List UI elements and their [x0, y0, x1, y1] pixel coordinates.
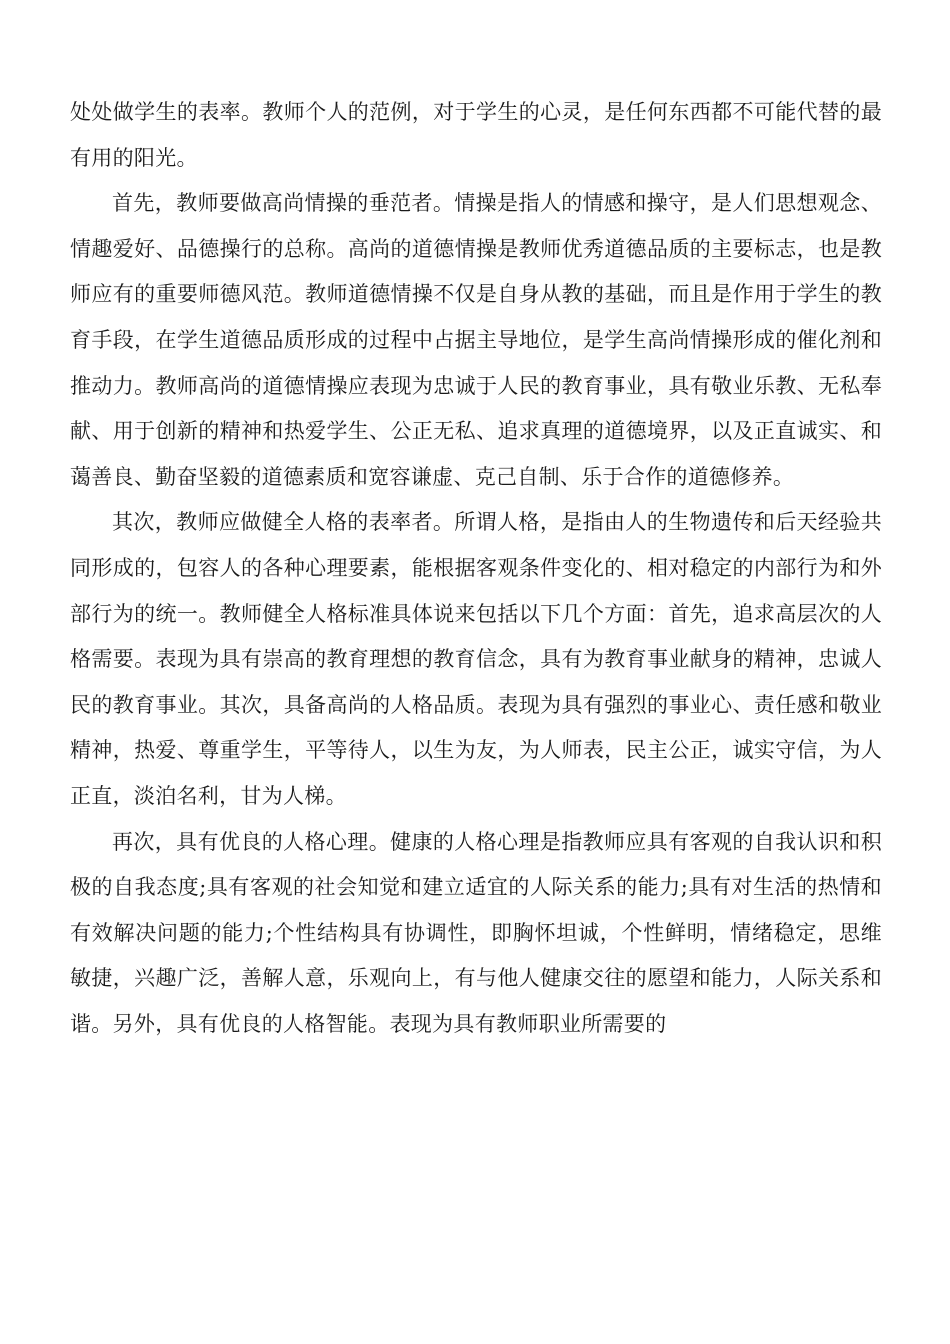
paragraph-1: 处处做学生的表率。教师个人的范例，对于学生的心灵，是任何东西都不可能代替的最有用的阳光。 — [70, 100, 882, 170]
paragraph-2: 首先，教师要做高尚情操的垂范者。情操是指人的情感和操守，是人们思想观念、情趣爱好、品德操行的总称。高尚的道德情操是教师优秀道德品质的主要标志，也是教师应有的重要师德风范。教师道德情操不仅是自身从教的基础，而且是作用于学生的教育手段，在学生道德品质形成的过程中占据主导地位，是学生高尚情操形成的催化剂和推动力。教师高尚的道德情操应表现为忠诚于人民的教育事业，具有敬业乐教、无私奉献、用于创新的精神和热爱学生、公正无私、追求真理的道德境界，以及正直诚实、和蔼善良、勤奋坚毅的道德素质和宽容谦虚、克己自制、乐于合作的道德修养。 — [70, 191, 882, 489]
paragraph-3: 其次，教师应做健全人格的表率者。所谓人格，是指由人的生物遗传和后天经验共同形成的，包容人的各种心理要素，能根据客观条件变化的、相对稳定的内部行为和外部行为的统一。教师健全人格标准具体说来包括以下几个方面：首先，追求高层次的人格需要。表现为具有崇高的教育理想的教育信念，具有为教育事业献身的精神，忠诚人民的教育事业。其次，具备高尚的人格品质。表现为具有强烈的事业心、责任感和敬业精神，热爱、尊重学生，平等待人，以生为友，为人师表，民主公正，诚实守信，为人正直，淡泊名利，甘为人梯。 — [70, 510, 882, 808]
document-page — [70, 90, 882, 1047]
paragraph-4: 再次，具有优良的人格心理。健康的人格心理是指教师应具有客观的自我认识和积极的自我态度;具有客观的社会知觉和建立适宜的人际关系的能力;具有对生活的热情和有效解决问题的能力;个性结构具有协调性，即胸怀坦诚，个性鲜明，情绪稳定，思维敏捷，兴趣广泛，善解人意，乐观向上，有与他人健康交往的愿望和能力，人际关系和谐。另外，具有优良的人格智能。表现为具有教师职业所需要的 — [70, 829, 882, 1036]
